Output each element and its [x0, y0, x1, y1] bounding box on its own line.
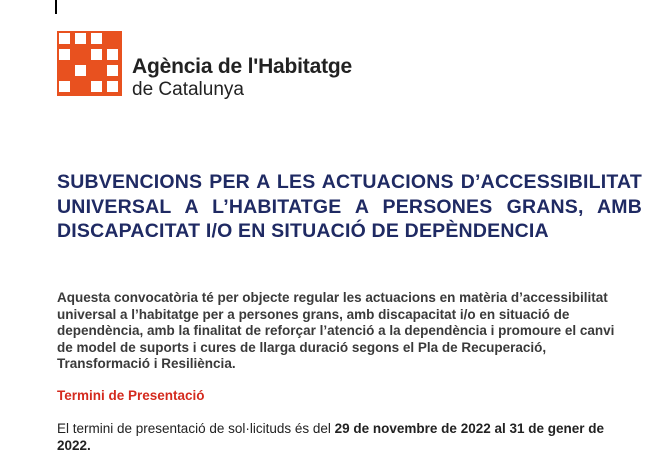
brand-name	[132, 55, 352, 101]
agencia-habitatge-logo-icon	[57, 31, 122, 96]
page-title: SUBVENCIONS PER A LES ACTUACIONS D’ACCESSIBILITAT UNIVERSAL A L’HABITATGE A PERSONES GRANS, AMB DISCAPACITAT I/O EN SITUACIÓ DE DEPÈNDENCIA	[57, 171, 642, 242]
termini-text-prefix: El termini de presentació de sol·licituds és del	[57, 421, 335, 436]
intro-paragraph: Aquesta convocatòria té per objecte regular les actuacions en matèria d’accessibilitat universal a l’habitatge per a persones grans, amb discapacitat i/o en situació de dependència, amb la finalitat de reforçar l’atenció a la dependència i promoure el canvi de model de suports i cures de llarga duració segons el Pla de Recuperació, Transformació i Resiliència.	[57, 290, 615, 371]
termini-heading: Termini de Presentació	[57, 388, 205, 403]
termini-paragraph	[57, 420, 617, 454]
brand-line-2: de Catalunya	[132, 79, 244, 100]
text-cursor	[55, 0, 57, 14]
brand-line-1: Agència de l'Habitatge	[132, 55, 352, 78]
termini-date-range: 29 de novembre de 2022 al 31 de gener de 2022.	[57, 421, 605, 453]
